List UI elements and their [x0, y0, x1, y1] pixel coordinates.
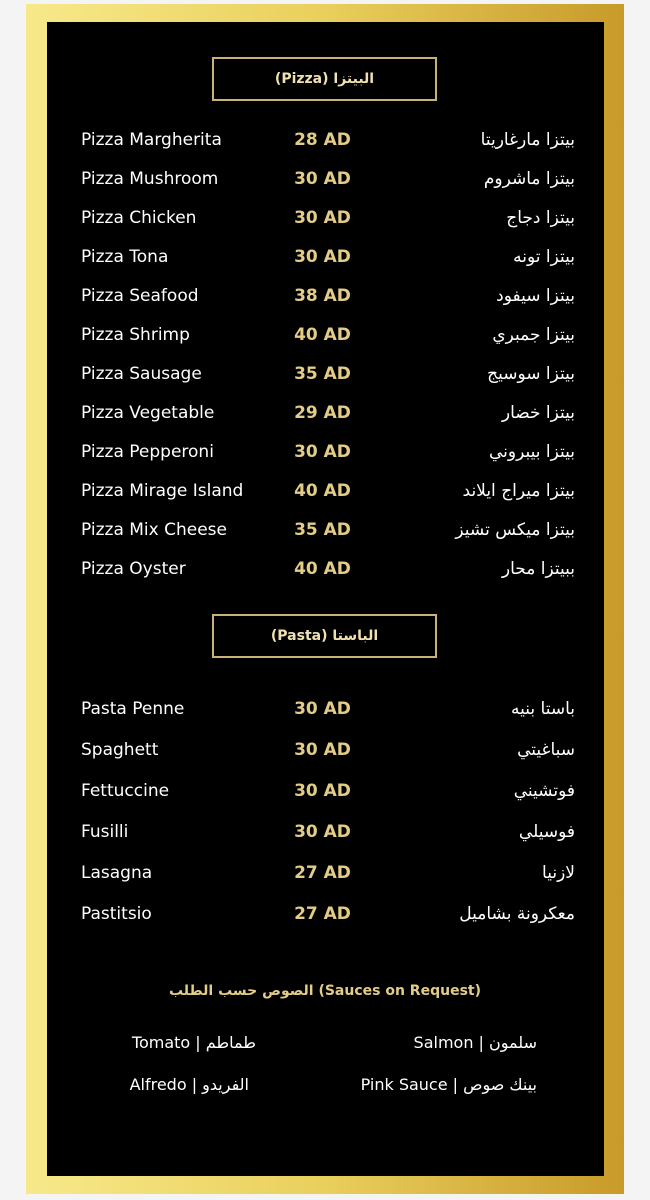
item-price: 38 AD [294, 286, 351, 306]
sauces-title: الصوص حسب الطلب (Sauces on Request) [168, 983, 481, 999]
item-name-ar: سباغيتي [517, 740, 575, 760]
pasta-item [0, 781, 650, 805]
item-name-ar: بيتزا دجاج [506, 208, 575, 228]
menu-panel [47, 22, 604, 1176]
pizza-item [0, 130, 650, 154]
item-name-en: Pizza Pepperoni [81, 442, 214, 462]
item-price: 35 AD [294, 520, 351, 540]
item-price: 30 AD [294, 781, 351, 801]
item-name-ar: لازنيا [542, 863, 575, 883]
pizza-item [0, 247, 650, 271]
item-price: 35 AD [294, 364, 351, 384]
pizza-item [0, 559, 650, 583]
item-name-en: Pizza Mirage Island [81, 481, 244, 501]
item-price: 30 AD [294, 699, 351, 719]
item-name-ar: بيتزا ميكس تشيز [455, 520, 575, 540]
item-name-ar: بيتزا خضار [501, 403, 575, 423]
item-name-ar: بيتزا تونه [513, 247, 575, 267]
pasta-item [0, 822, 650, 846]
item-name-en: Spaghett [81, 740, 159, 760]
item-name-ar: بيتزا سيفود [496, 286, 575, 306]
item-name-ar: بيتزا جمبري [492, 325, 575, 345]
item-name-ar: فوتشيني [513, 781, 575, 801]
item-name-en: Fettuccine [81, 781, 170, 801]
pasta-item [0, 904, 650, 928]
item-name-en: Pizza Mix Cheese [81, 520, 228, 540]
item-name-en: Pizza Chicken [81, 208, 197, 228]
item-name-en: Pizza Oyster [81, 559, 186, 579]
sauce-pink: Pink Sauce | بينك صوص [360, 1075, 537, 1094]
item-price: 40 AD [294, 559, 351, 579]
pizza-item [0, 520, 650, 544]
item-name-ar: بيتزا ميراج ايلاند [462, 481, 575, 501]
item-name-ar: فوسيلي [518, 822, 575, 842]
item-name-en: Pizza Seafood [81, 286, 199, 306]
item-name-en: Pizza Shrimp [81, 325, 190, 345]
pasta-item [0, 740, 650, 764]
item-price: 29 AD [294, 403, 351, 423]
item-name-ar: بيتزا مارغاريتا [480, 130, 575, 150]
item-name-en: Pizza Vegetable [81, 403, 215, 423]
pizza-item [0, 481, 650, 505]
item-name-ar: معكرونة بشاميل [459, 904, 575, 924]
pizza-item [0, 403, 650, 427]
item-name-ar: بيتزا سوسيج [487, 364, 575, 384]
item-name-en: Pastitsio [81, 904, 152, 924]
pasta-item [0, 863, 650, 887]
item-name-ar: ببيتزا محار [501, 559, 575, 579]
pizza-item [0, 286, 650, 310]
pizza-item [0, 442, 650, 466]
sauce-tomato: Tomato | طماطم [131, 1033, 256, 1052]
item-price: 30 AD [294, 822, 351, 842]
pizza-item [0, 169, 650, 193]
item-name-en: Lasagna [81, 863, 153, 883]
pasta-item [0, 699, 650, 723]
item-name-en: Pizza Tona [81, 247, 169, 267]
pizza-item [0, 364, 650, 388]
item-price: 30 AD [294, 740, 351, 760]
item-price: 30 AD [294, 169, 351, 189]
item-price: 30 AD [294, 442, 351, 462]
item-price: 30 AD [294, 247, 351, 267]
item-price: 27 AD [294, 863, 351, 883]
item-price: 40 AD [294, 325, 351, 345]
item-price: 30 AD [294, 208, 351, 228]
pizza-item [0, 208, 650, 232]
pasta-section-header: الباستا (Pasta) [212, 614, 437, 658]
item-name-en: Fusilli [81, 822, 129, 842]
item-name-ar: بيتزا بيبروني [489, 442, 575, 462]
item-price: 40 AD [294, 481, 351, 501]
item-name-en: Pasta Penne [81, 699, 185, 719]
item-price: 28 AD [294, 130, 351, 150]
item-name-en: Pizza Sausage [81, 364, 202, 384]
item-name-en: Pizza Margherita [81, 130, 222, 150]
item-name-en: Pizza Mushroom [81, 169, 219, 189]
pizza-section-header: البيتزا (Pizza) [212, 57, 437, 101]
item-name-ar: باستا بنيه [511, 699, 575, 719]
pizza-item [0, 325, 650, 349]
sauce-salmon: Salmon | سلمون [413, 1033, 537, 1052]
item-name-ar: بيتزا ماشروم [483, 169, 575, 189]
item-price: 27 AD [294, 904, 351, 924]
sauce-alfredo: Alfredo | الفريدو [129, 1075, 249, 1094]
